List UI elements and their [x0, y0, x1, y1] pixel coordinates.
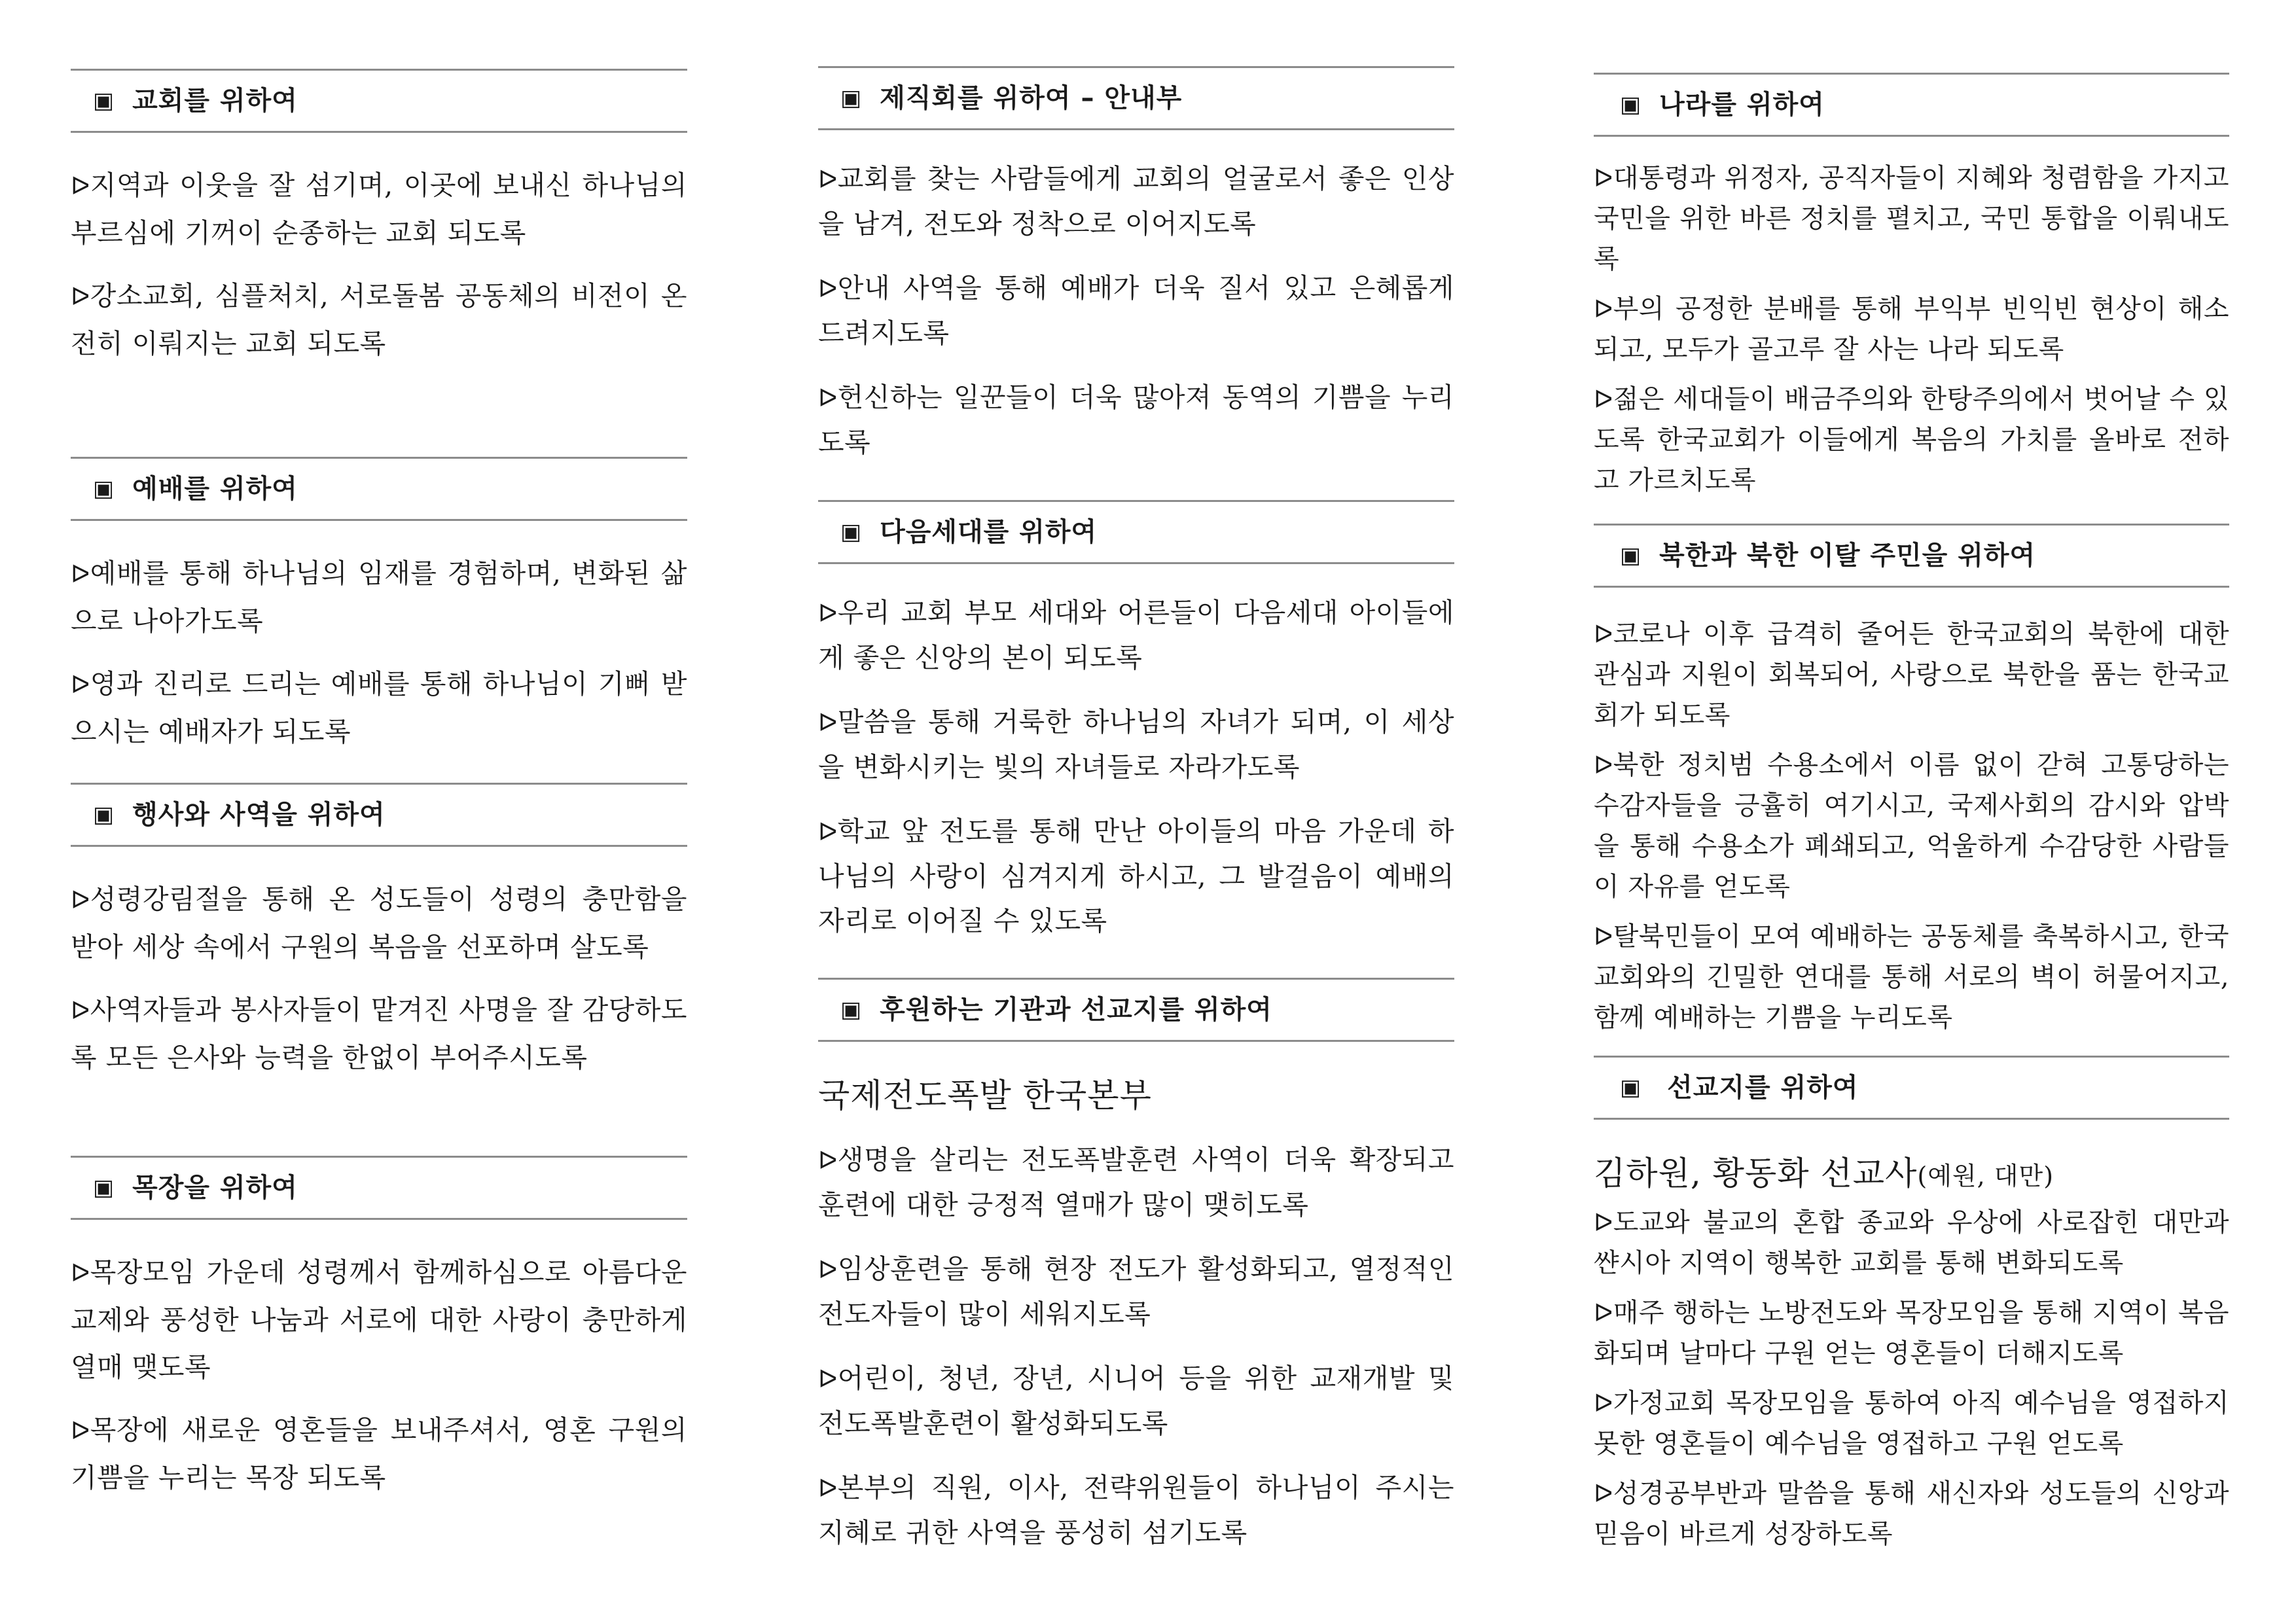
- organization-name: 국제전도폭발 한국본부: [818, 1077, 1152, 1115]
- prayer-text: 우리 교회 부모 세대와 어른들이 다음세대 아이들에게 좋은 신앙의 본이 되도록: [818, 597, 1454, 673]
- prayer-text: 헌신하는 일꾼들이 더욱 많아져 동역의 기쁨을 누리도록: [818, 382, 1454, 458]
- prayer-column-3: [1594, 0, 2229, 1623]
- square-marker-icon: ▣: [1620, 92, 1641, 118]
- prayer-list: [818, 156, 1454, 465]
- prayer-text: 코로나 이후 급격히 줄어든 한국교회의 북한에 대한 관심과 지원이 회복되어, 사랑으로 북한을 품는 한국교회가 되도록: [1594, 619, 2229, 730]
- section-next-generation: [818, 500, 1454, 963]
- section-supported-missions: [818, 978, 1454, 1575]
- section-title: 선교지를 위하여: [1667, 1073, 1859, 1103]
- prayer-item: [71, 1406, 687, 1501]
- triangle-bullet-icon: ᐅ: [818, 1255, 838, 1284]
- prayer-text: 탈북민들이 모여 예배하는 공동체를 축복하시고, 한국교회와의 긴밀한 연대를 통해 서로의 벽이 허물어지고, 함께 예배하는 기쁨을 누리도록: [1594, 921, 2229, 1033]
- square-marker-icon: ▣: [1620, 543, 1641, 569]
- prayer-text: 젊은 세대들이 배금주의와 한탕주의에서 벗어날 수 있도록 한국교회가 이들에게 복음의 가치를 올바로 전하고 가르치도록: [1594, 384, 2229, 495]
- section-title: 제직회를 위하여 – 안내부: [880, 83, 1183, 113]
- prayer-text: 성경공부반과 말씀을 통해 새신자와 성도들의 신앙과 믿음이 바르게 성장하도록: [1594, 1478, 2229, 1549]
- triangle-bullet-icon: ᐅ: [1594, 1389, 1613, 1418]
- prayer-item: [1594, 379, 2229, 501]
- section-header: [818, 500, 1454, 564]
- square-marker-icon: ▣: [1620, 1075, 1641, 1101]
- prayer-text: 학교 앞 전도를 통해 만난 아이들의 마음 가운데 하나님의 사랑이 심겨지게 하시고, 그 발걸음이 예배의 자리로 이어질 수 있도록: [818, 815, 1454, 936]
- triangle-bullet-icon: ᐅ: [1594, 294, 1613, 323]
- prayer-item: [71, 272, 687, 367]
- prayer-text: 임상훈련을 통해 현장 전도가 활성화되고, 열정적인 전도자들이 많이 세워지도록: [818, 1253, 1454, 1330]
- prayer-text: 안내 사역을 통해 예배가 더욱 질서 있고 은혜롭게 드려지도록: [818, 272, 1454, 349]
- prayer-text: 성령강림절을 통해 온 성도들이 성령의 충만함을 받아 세상 속에서 구원의 복음을 선포하며 살도록: [71, 883, 687, 963]
- section-title: 목장을 위하여: [132, 1173, 298, 1203]
- prayer-text: 말씀을 통해 거룩한 하나님의 자녀가 되며, 이 세상을 변화시키는 빛의 자녀들로 자라가도록: [818, 706, 1454, 783]
- section-header: [1594, 1056, 2229, 1120]
- prayer-list: [1594, 614, 2229, 1038]
- prayer-text: 사역자들과 봉사자들이 맡겨진 사명을 잘 감당하도록 모든 은사와 능력을 한없이 부어주시도록: [71, 994, 687, 1073]
- prayer-item: [1594, 614, 2229, 736]
- triangle-bullet-icon: ᐅ: [71, 282, 90, 311]
- prayer-text: 가정교회 목장모임을 통하여 아직 예수님을 영접하지 못한 영혼들이 예수님을 영접하고 구원 얻도록: [1594, 1388, 2229, 1459]
- prayer-list: [71, 162, 687, 367]
- section-deacons-ushers: [818, 66, 1454, 484]
- prayer-text: 강소교회, 심플처치, 서로돌봄 공동체의 비전이 온전히 이뤄지는 교회 되도록: [71, 280, 687, 359]
- prayer-item: [71, 1249, 687, 1391]
- prayer-item: [818, 1465, 1454, 1555]
- prayer-list: [71, 550, 687, 755]
- section-north-korea: [1594, 524, 2229, 1047]
- section-title: 후원하는 기관과 선교지를 위하여: [880, 995, 1272, 1025]
- prayer-item: [818, 156, 1454, 246]
- missionary-name: [1594, 1154, 2229, 1193]
- prayer-list: [71, 876, 687, 1081]
- section-header: [1594, 73, 2229, 137]
- triangle-bullet-icon: ᐅ: [1594, 751, 1613, 779]
- triangle-bullet-icon: ᐅ: [1594, 620, 1613, 649]
- triangle-bullet-icon: ᐅ: [818, 708, 838, 737]
- section-mission-field: [1594, 1056, 2229, 1563]
- prayer-item: [1594, 916, 2229, 1038]
- prayer-item: [818, 375, 1454, 465]
- prayer-text: 도교와 불교의 혼합 종교와 우상에 사로잡힌 대만과 쌴시아 지역이 행복한 교회를 통해 변화되도록: [1594, 1207, 2229, 1278]
- prayer-text: 부의 공정한 분배를 통해 부익부 빈익빈 현상이 해소되고, 모두가 골고루 잘 사는 나라 되도록: [1594, 294, 2229, 365]
- triangle-bullet-icon: ᐅ: [818, 274, 838, 303]
- triangle-bullet-icon: ᐅ: [818, 383, 838, 412]
- prayer-item: [818, 809, 1454, 943]
- square-marker-icon: ▣: [93, 88, 115, 114]
- square-marker-icon: ▣: [93, 1175, 115, 1201]
- prayer-item: [71, 550, 687, 645]
- triangle-bullet-icon: ᐅ: [818, 817, 838, 846]
- square-marker-icon: ▣: [93, 802, 115, 828]
- square-marker-icon: ▣: [840, 85, 862, 111]
- prayer-item: [818, 1356, 1454, 1446]
- square-marker-icon: ▣: [93, 476, 115, 502]
- triangle-bullet-icon: ᐅ: [71, 885, 90, 914]
- section-title: 나라를 위하여: [1659, 90, 1825, 120]
- prayer-list: [1594, 1154, 2229, 1554]
- prayer-column-2: [818, 0, 1454, 1623]
- prayer-item: [818, 1137, 1454, 1227]
- prayer-item: [818, 590, 1454, 680]
- prayer-text: 본부의 직원, 이사, 전략위원들이 하나님이 주시는 지혜로 귀한 사역을 풍성히 섬기도록: [818, 1472, 1454, 1548]
- section-church: [71, 69, 687, 383]
- prayer-item: [1594, 1383, 2229, 1464]
- prayer-item: [1594, 1473, 2229, 1554]
- triangle-bullet-icon: ᐅ: [71, 1416, 90, 1445]
- section-header: [71, 1156, 687, 1220]
- section-header: [818, 66, 1454, 130]
- prayer-text: 영과 진리로 드리는 예배를 통해 하나님이 기뻐 받으시는 예배자가 되도록: [71, 668, 687, 747]
- prayer-item: [1594, 1202, 2229, 1283]
- prayer-item: [1594, 289, 2229, 370]
- prayer-item: [818, 1247, 1454, 1336]
- section-nation: [1594, 73, 2229, 510]
- section-title: 행사와 사역을 위하여: [132, 800, 386, 830]
- triangle-bullet-icon: ᐅ: [1594, 164, 1613, 192]
- triangle-bullet-icon: ᐅ: [818, 1146, 838, 1175]
- prayer-text: 어린이, 청년, 장년, 시니어 등을 위한 교재개발 및 전도폭발훈련이 활성화되도록: [818, 1363, 1454, 1439]
- section-title: 북한과 북한 이탈 주민을 위하여: [1659, 541, 2036, 571]
- prayer-text: 목장모임 가운데 성령께서 함께하심으로 아름다운 교제와 풍성한 나눔과 서로에 대한 사랑이 충만하게 열매 맺도록: [71, 1257, 687, 1383]
- triangle-bullet-icon: ᐅ: [71, 996, 90, 1025]
- triangle-bullet-icon: ᐅ: [71, 560, 90, 588]
- prayer-item: [71, 162, 687, 257]
- section-cell-group: [71, 1156, 687, 1517]
- section-header: [71, 783, 687, 847]
- prayer-text: 지역과 이웃을 잘 섬기며, 이곳에 보내신 하나님의 부르심에 기꺼이 순종하는 교회 되도록: [71, 169, 687, 249]
- section-header: [818, 978, 1454, 1042]
- triangle-bullet-icon: ᐅ: [818, 165, 838, 194]
- section-events: [71, 783, 687, 1097]
- prayer-text: 생명을 살리는 전도폭발훈련 사역이 더욱 확장되고 훈련에 대한 긍정적 열매가 많이 맺히도록: [818, 1144, 1454, 1221]
- prayer-list: [818, 590, 1454, 943]
- triangle-bullet-icon: ᐅ: [818, 1364, 838, 1393]
- section-title: 예배를 위하여: [132, 474, 298, 504]
- prayer-text: 목장에 새로운 영혼들을 보내주셔서, 영혼 구원의 기쁨을 누리는 목장 되도록: [71, 1414, 687, 1493]
- prayer-text: 대통령과 위정자, 공직자들이 지혜와 청렴함을 가지고 국민을 위한 바른 정치를 펼치고, 국민 통합을 이뤄내도록: [1594, 163, 2229, 274]
- square-marker-icon: ▣: [840, 997, 862, 1023]
- prayer-item: [71, 986, 687, 1081]
- section-title: 교회를 위하여: [132, 86, 298, 116]
- section-header: [1594, 524, 2229, 588]
- triangle-bullet-icon: ᐅ: [1594, 385, 1613, 414]
- triangle-bullet-icon: ᐅ: [1594, 1298, 1613, 1327]
- section-worship: [71, 457, 687, 771]
- prayer-list: [818, 1076, 1454, 1555]
- triangle-bullet-icon: ᐅ: [71, 1258, 90, 1287]
- prayer-item: [71, 660, 687, 755]
- triangle-bullet-icon: ᐅ: [1594, 1479, 1613, 1508]
- prayer-text: 교회를 찾는 사람들에게 교회의 얼굴로서 좋은 인상을 남겨, 전도와 정착으로 이어지도록: [818, 163, 1454, 240]
- triangle-bullet-icon: ᐅ: [818, 599, 838, 628]
- prayer-item: [1594, 158, 2229, 279]
- section-header: [71, 457, 687, 521]
- missionary-names: 김하원, 황동화 선교사: [1594, 1154, 1918, 1192]
- missionary-location: (예원, 대만): [1917, 1162, 2054, 1190]
- triangle-bullet-icon: ᐅ: [71, 171, 90, 200]
- prayer-text: 예배를 통해 하나님의 임재를 경험하며, 변화된 삶으로 나아가도록: [71, 558, 687, 637]
- square-marker-icon: ▣: [840, 519, 862, 545]
- prayer-list: [71, 1249, 687, 1501]
- triangle-bullet-icon: ᐅ: [818, 1474, 838, 1503]
- section-header: [71, 69, 687, 133]
- prayer-item: [1594, 745, 2229, 907]
- prayer-text: 매주 행하는 노방전도와 목장모임을 통해 지역이 복음화되며 날마다 구원 얻는 영혼들이 더해지도록: [1594, 1298, 2229, 1368]
- prayer-column-1: [71, 0, 687, 1623]
- section-title: 다음세대를 위하여: [880, 517, 1098, 547]
- triangle-bullet-icon: ᐅ: [71, 670, 90, 699]
- prayer-list: [1594, 158, 2229, 501]
- prayer-item: [71, 876, 687, 971]
- triangle-bullet-icon: ᐅ: [1594, 1208, 1613, 1237]
- prayer-text: 북한 정치범 수용소에서 이름 없이 갇혀 고통당하는 수감자들을 긍휼히 여기시고, 국제사회의 감시와 압박을 통해 수용소가 폐쇄되고, 억울하게 수감당한 사람들이 자유를 얻도록: [1594, 750, 2229, 902]
- prayer-item: [818, 700, 1454, 789]
- triangle-bullet-icon: ᐅ: [1594, 922, 1613, 951]
- prayer-item: [1594, 1293, 2229, 1374]
- prayer-item: [818, 266, 1454, 355]
